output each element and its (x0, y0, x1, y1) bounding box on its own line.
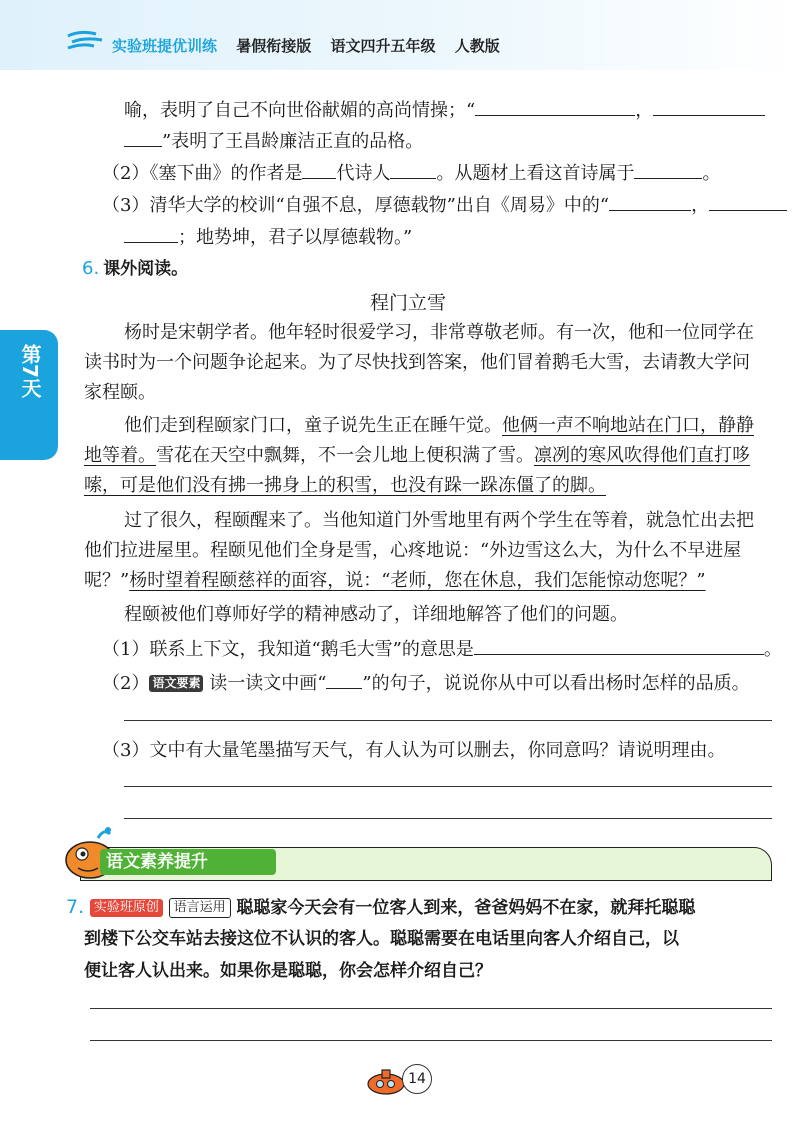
q6-sub1: （1）联系上下文，我知道“鹅毛大雪”的意思是 。 (102, 636, 782, 663)
q6-sub2-answer-line[interactable] (124, 720, 772, 721)
passage-p4: 程颐被他们尊师好学的精神感动了，详细地解答了他们的问题。 (124, 604, 628, 625)
q5-blank-2[interactable] (653, 97, 765, 116)
q5-blank-1[interactable] (475, 97, 635, 116)
tag-language-use: 语言运用 (169, 898, 231, 918)
header-title (112, 35, 500, 56)
header-publisher: 人教版 (454, 37, 500, 55)
passage-p3-l1: 过了很久，程颐醒来了。当他知道门外雪地里有两个学生在等着，就急忙出去把 (124, 510, 754, 531)
q6-heading-text: 课外阅读。 (103, 259, 189, 279)
q6-number: 6. (82, 258, 100, 279)
passage-p1-l2: 读书时为一个问题争论起来。为了尽快找到答案，他们冒着鹅毛大雪，去请教大学问 (84, 352, 750, 373)
q6-heading (82, 256, 188, 282)
yuwen-yaosu-badge: 语文要素 (149, 675, 203, 692)
q7-answer-line-2[interactable] (90, 1040, 772, 1041)
q5-blank-3[interactable] (124, 128, 162, 147)
q5-sub3-blank-2[interactable] (709, 192, 787, 211)
passage-p3-l2: 他们拉进屋里。程颐见他们全身是雪，心疼地说：“外边雪这么大，为什么不早进屋 (84, 540, 742, 561)
header-grade: 语文四升五年级 (330, 37, 436, 55)
passage-p2-l1: 他们走到程颐家门口，童子说先生正在睡午觉。他俩一声不响地站在门口，静静 (124, 415, 754, 436)
header-logo-icon (66, 30, 106, 50)
day-side-tab-label: 第7天 (18, 344, 42, 398)
underlined-sentence-1: 他俩一声不响地站在门口，静静 (502, 415, 754, 436)
passage-p1-l3: 家程颐。 (84, 382, 156, 403)
passage-p3-l3: 呢？”杨时望着程颐慈祥的面容，说：“老师，您在休息，我们怎能惊动您呢？” (84, 570, 706, 591)
passage-title: 程门立雪 (370, 292, 447, 314)
q5-line1: 喻，表明了自己不向世俗献媚的高尚情操；“ ， (124, 97, 765, 124)
q5-sub2: （2）《塞下曲》的作者是 代诗人 。从题材上看这首诗属于 。 (102, 160, 720, 187)
header-brand: 实验班提优训练 (112, 37, 218, 55)
section-label: 语文素养提升 (100, 849, 276, 875)
q6-sub2: （2） 语文要素 读一读文中画“ ”的句子，说说你从中可以看出杨时怎样的品质。 (102, 670, 750, 697)
q7-answer-line-1[interactable] (90, 1008, 772, 1009)
q7-line3: 便让客人认出来。如果你是聪聪，你会怎样介绍自己？ (84, 961, 492, 981)
q5-sub3-line2: ；地势坤，君子以厚德载物。” (124, 224, 412, 251)
q6-sub3: （3）文中有大量笔墨描写天气，有人认为可以删去，你同意吗？请说明理由。 (102, 740, 726, 761)
q5-sub3: （3）清华大学的校训“自强不息，厚德载物”出自《周易》中的“ ， (102, 192, 787, 219)
header-edition: 暑假衔接版 (236, 37, 312, 55)
passage-p2-l3: 嗦，可是他们没有拂一拂身上的积雪，也没有跺一跺冻僵了的脚。 (84, 475, 606, 496)
q6-sub2-marker (326, 670, 362, 689)
q7-line2: 到楼下公交车站去接这位不认识的客人。聪聪需要在电话里向客人介绍自己，以 (84, 929, 679, 949)
q6-sub1-blank[interactable] (474, 636, 764, 655)
underlined-sentence-3: 杨时望着程颐慈祥的面容，说：“老师，您在休息，我们怎能惊动您呢？” (129, 570, 706, 591)
q5-sub2-blank-3[interactable] (634, 160, 702, 179)
page-number: 14 (402, 1064, 432, 1094)
q5-sub3-blank-1[interactable] (609, 192, 691, 211)
q6-sub3-answer-line-1[interactable] (124, 786, 772, 787)
tag-original: 实验班原创 (90, 899, 163, 917)
q5-sub3-blank-3[interactable] (124, 224, 178, 243)
q7-number: 7. (66, 896, 85, 918)
q5-sub2-blank-2[interactable] (390, 160, 436, 179)
q6-sub3-answer-line-2[interactable] (124, 818, 772, 819)
q5-sub2-blank-1[interactable] (302, 160, 336, 179)
passage-p2-l2: 地等着。雪花在天空中飘舞，不一会儿地上便积满了雪。凛冽的寒风吹得他们直打哆 (84, 445, 750, 466)
underlined-sentence-2: 凛冽的寒风吹得他们直打哆 (534, 445, 750, 466)
passage-p1-l1: 杨时是宋朝学者。他年轻时很爱学习，非常尊敬老师。有一次，他和一位同学在 (124, 322, 754, 343)
q5-line2: ”表明了王昌龄廉洁正直的品格。 (124, 128, 423, 155)
q7-line1: 7. 实验班原创 语言运用 聪聪家今天会有一位客人到来，爸爸妈妈不在家，就拜托聪聪 (66, 896, 696, 918)
